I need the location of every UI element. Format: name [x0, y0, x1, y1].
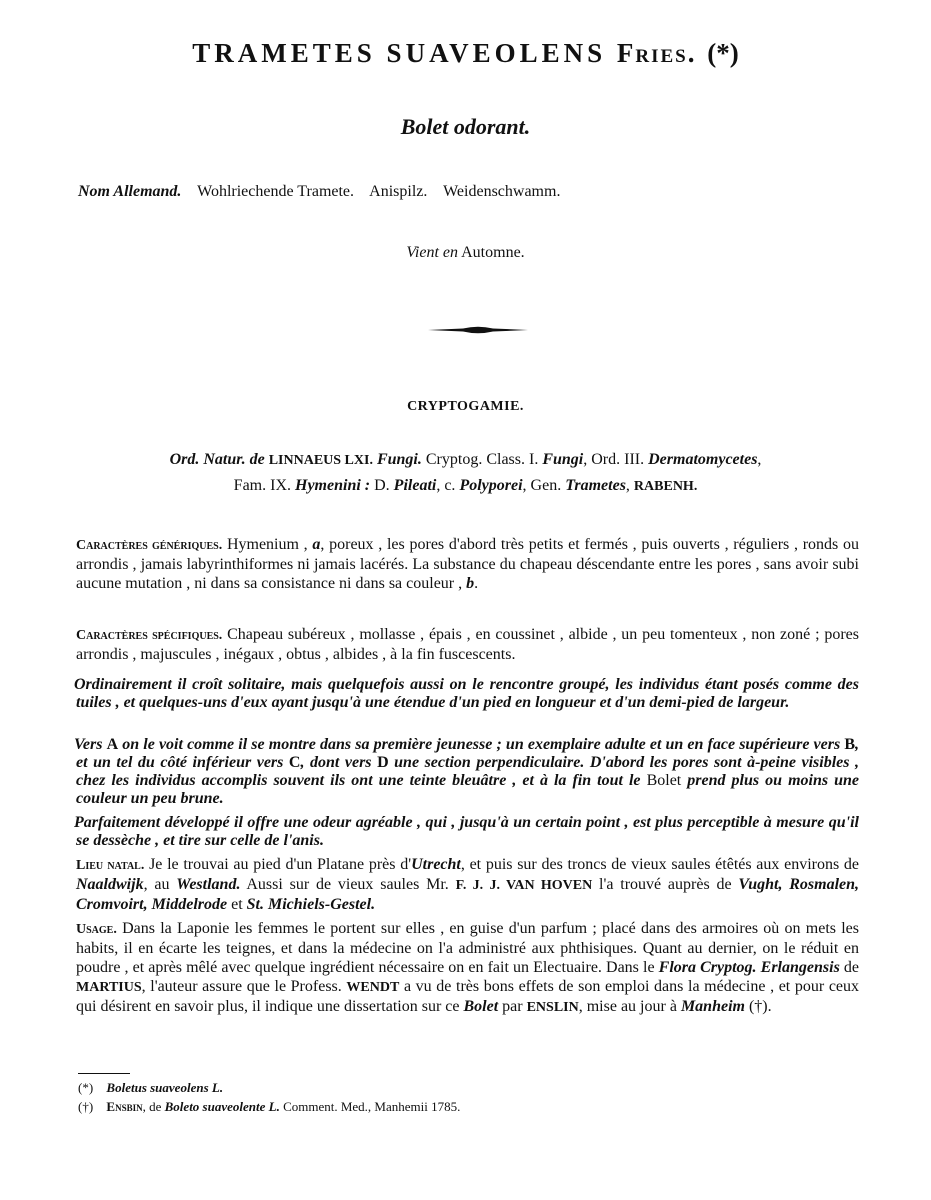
desc-text: , dont vers — [300, 754, 372, 771]
classification-line-2 — [0, 477, 931, 495]
place-name: Naaldwijk — [76, 876, 144, 893]
class-text: Fam. IX. — [233, 477, 291, 494]
person-name: ENSLIN — [526, 1000, 579, 1015]
footnote-text: Boletus suaveolens L. — [106, 1080, 224, 1095]
usage-label: Usage. — [76, 922, 117, 937]
person-name: WENDT — [346, 980, 400, 995]
place-name: St. Michiels-Gestel. — [246, 896, 376, 913]
footnote-mark: (†) — [78, 1099, 94, 1114]
section-heading: CRYPTOGAMIE. — [407, 399, 524, 414]
footnote-2 — [78, 1099, 460, 1115]
place-name: Westland. — [176, 876, 241, 893]
description-paragraph — [76, 736, 859, 808]
class-text: Trametes — [565, 477, 626, 494]
generic-text: , poreux , les pores d'abord très petits et fermés , puis ouverts , réguliers , ronds ou arrondis , jamais labyrinthiformes ni jamais lacérés. La substance du chapeau déscendante entre les pores , sans avoir subi aucune mutation , ni dans sa consistance ni dans sa couleur , — [76, 536, 860, 592]
class-text: Ord. Natur. de — [169, 451, 265, 468]
usage-text: Dans la Laponie les femmes le portent sur elles , en guise d'un parfum ; placé dans des armoires où on mets les habits, il en écarte les teignes, et dans la médecine on l'a administré aux phthisiques. Quant au dernier, on le réduit en poudre , et après mêlé avec quelque ingrédient nécessaire on en fait un Electuaire. Dans le — [76, 920, 860, 976]
footnote-mark: (*) — [78, 1080, 94, 1095]
common-name: Wohlriechende Tramete. — [197, 183, 355, 200]
class-text: , Ord. III. — [583, 451, 645, 468]
bolet-word: Bolet — [646, 772, 682, 789]
season-value: Automne. — [461, 244, 525, 261]
generic-characters — [76, 535, 859, 593]
class-text: Polyporei — [459, 477, 523, 494]
common-names — [78, 183, 560, 201]
place-name: Vught, Rosmalen, Cromvoirt, Middelrode — [76, 876, 860, 913]
species-name: TRAMETES SUAVEOLENS — [192, 38, 607, 68]
author-name: Fries. — [616, 38, 697, 68]
season-line — [0, 244, 931, 262]
subtitle: Bolet odorant. — [400, 114, 531, 139]
generic-text: . — [474, 575, 479, 592]
common-name: Anispilz. — [369, 183, 428, 200]
desc-text: Vers — [74, 736, 103, 753]
desc-text: , et un tel du côté inférieur vers — [76, 736, 860, 771]
linnaeus-ref: LINNAEUS LXI. — [268, 453, 373, 468]
common-name: Weidenschwamm. — [443, 183, 561, 200]
class-text: , c. — [436, 477, 456, 494]
class-text: Cryptog. Class. I. — [425, 451, 539, 468]
footnote-author: Ensbin — [106, 1099, 143, 1114]
usage-text: (†). — [748, 998, 772, 1015]
figure-ref: D — [377, 754, 389, 771]
usage-text: , mise au jour à — [578, 998, 677, 1015]
class-text: , — [757, 451, 762, 468]
class-text: Pileati — [393, 477, 437, 494]
common-names-label: Nom Allemand. — [78, 183, 182, 200]
season-prefix: Vient en — [406, 244, 458, 261]
habitat-text: Aussi sur de vieux saules Mr. — [246, 876, 449, 893]
description-paragraph: Ordinairement il croît solitaire, mais quelquefois aussi on le rencontre groupé, les individus étant posés comme des tuiles , et quelques-uns d'eux ayant jusqu'à une étendue d'un pied en longueur et d'un demi-pied de largeur. — [74, 676, 859, 711]
habitat-label: Lieu natal. — [76, 858, 145, 873]
description-paragraph: Parfaitement développé il offre une odeur agréable , qui , jusqu'à un certain point , est plus perceptible à mesure qu'il se dessèche , et tire sur celle de l'anis. — [74, 814, 859, 849]
habitat-text: et — [231, 896, 243, 913]
page-title — [0, 38, 931, 69]
habitat-text: l'a trouvé auprès de — [599, 876, 732, 893]
habitat-text: , au — [143, 876, 170, 893]
class-text: D. — [374, 477, 390, 494]
usage-text: , l'auteur assure que le Profess. — [141, 978, 342, 995]
desc-text: une section perpendiculaire. D'abord les pores sont à-peine visibles , chez les individus accomplis souvent ils ont une teinte bleuâtre , et à la fin tout le — [76, 754, 860, 789]
class-text: Hymenini : — [295, 477, 371, 494]
desc-text: on le voit comme il se montre dans sa première jeunesse ; un exemplaire adulte et un en face supérieure vers — [122, 736, 841, 753]
class-text: Fungi — [542, 451, 584, 468]
generic-label: Caractères génériques. — [76, 538, 223, 553]
person-name: MARTIUS — [76, 980, 142, 995]
class-text: Dermatomycetes — [648, 451, 758, 468]
footnote-mark: (*) — [707, 38, 739, 68]
figure-ref: C — [288, 754, 301, 771]
specific-characters — [76, 625, 859, 664]
classification-line-1 — [0, 451, 931, 469]
place-name: Utrecht — [411, 856, 461, 873]
habitat-text: Je le trouvai au pied d'un Platane près d' — [149, 856, 412, 873]
footnote-text: , de — [142, 1099, 162, 1114]
person-name: F. J. J. VAN HOVEN — [455, 878, 593, 893]
usage-text: par — [502, 998, 523, 1015]
figure-ref: a — [312, 536, 321, 553]
usage-text: de — [843, 959, 860, 976]
habitat-text: , et puis sur des troncs de vieux saules étêtés aux environs de — [460, 856, 860, 873]
figure-ref: B — [844, 736, 856, 753]
footnote-rule — [78, 1073, 130, 1074]
class-text: Fungi. — [376, 451, 422, 468]
desc-text: prend plus ou moins une couleur un peu brune. — [76, 772, 860, 807]
place-name: Manheim — [680, 998, 745, 1015]
class-text: , — [625, 477, 630, 494]
book-title: Flora Cryptog. Erlangensis — [658, 959, 840, 976]
specific-text: Chapeau subéreux , mollasse , épais , en coussinet , albide , un peu tomenteux , non zoné ; pores arrondis , majuscules , inégaux , obtus , albides , à la fin fuscescents. — [76, 626, 859, 663]
rabenh-ref: RABENH. — [633, 479, 698, 494]
class-text: , Gen. — [522, 477, 562, 494]
footnote-title: Boleto suaveolente L. — [164, 1099, 280, 1114]
figure-ref: A — [106, 736, 119, 753]
generic-text: Hymenium , — [226, 536, 308, 553]
footnote-1 — [78, 1080, 223, 1096]
bolet-word: Bolet — [463, 998, 499, 1015]
figure-ref: b — [466, 575, 475, 592]
ornament-divider — [428, 325, 528, 335]
usage-paragraph — [76, 919, 859, 1017]
habitat-paragraph — [76, 855, 859, 914]
usage-text: a vu de très bons effets de son emploi dans la médecine , et pour ceux qui désirent en savoir plus, il indique une dissertation sur ce — [76, 978, 860, 1015]
specific-label: Caractères spécifiques. — [76, 628, 223, 643]
footnote-text: Comment. Med., Manhemii 1785. — [283, 1099, 461, 1114]
